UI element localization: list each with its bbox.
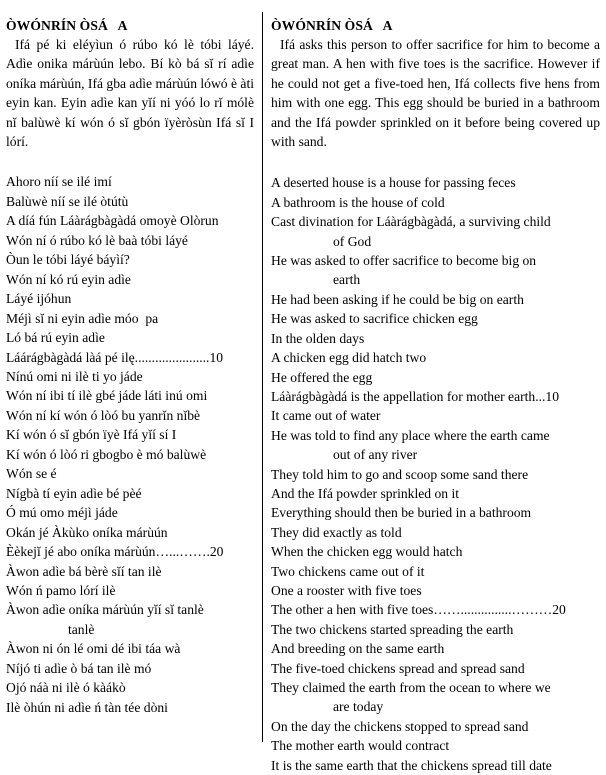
yoruba-chapter-title: ÒWÓNRÍN ÒSÁ A bbox=[6, 18, 128, 33]
verse-line: Wón se é bbox=[6, 466, 57, 482]
verse-line: The two chickens started spreading the earth bbox=[271, 621, 514, 637]
verse-line: Àwon adìe bá bèrè sĭí tan ilè bbox=[6, 563, 162, 579]
verse-line: Èèkejĭ jé abo oníka márùún…...…….20 bbox=[6, 544, 224, 560]
verse-line: He was asked to sacrifice chicken egg bbox=[271, 311, 478, 327]
verse-line: It came out of water bbox=[271, 408, 381, 424]
verse-line: They told him to go and scoop some sand there bbox=[271, 466, 529, 482]
verse-line: He was told to find any place where the earth came bbox=[271, 427, 550, 443]
verse-line: A díá fún Láàrágbàgàdá omoyè Olòrun bbox=[6, 213, 219, 229]
verse-line: Láàrágbàgàdá is the appellation for mother earth...10 bbox=[271, 388, 559, 404]
verse-line: Balùwè níí se ilé òtútù bbox=[6, 193, 129, 209]
verse-line: Wón ní kí wón ó lòó bu yanrĭn nĭbè bbox=[6, 407, 201, 423]
english-verse-list bbox=[271, 173, 600, 775]
verse-line: Láyé ijóhun bbox=[6, 291, 72, 307]
verse-line: The mother earth would contract bbox=[271, 738, 450, 754]
verse-line: Kí wón ó lòó ri gbogbo è mó balùwè bbox=[6, 446, 207, 462]
verse-line: Ojó náà ni ilè ó kàákò bbox=[6, 680, 126, 696]
verse-line: Nígbà tí eyin adìe bé pèé bbox=[6, 485, 142, 501]
verse-line: Okán jé Àkùko oníka márùún bbox=[6, 524, 168, 540]
verse-line: Méjì sĭ ni eyin adìe móo pa bbox=[6, 310, 159, 326]
verse-line: He had been asking if he could be big on earth bbox=[271, 291, 524, 307]
yoruba-verse-list bbox=[6, 172, 254, 717]
verse-line: Àwon ni ón lé omi dé ibi táa wà bbox=[6, 641, 181, 657]
verse-line: Wón ń pamo lórí ilè bbox=[6, 582, 116, 598]
yoruba-column bbox=[0, 0, 258, 717]
verse-line: A chicken egg did hatch two bbox=[271, 350, 427, 366]
verse-line: Òun le tóbi láyé báyìí? bbox=[6, 252, 130, 268]
verse-line: Wón ní ó rúbo kó lè baà tóbi láyé bbox=[6, 232, 188, 248]
verse-line: of God bbox=[333, 233, 372, 249]
verse-line: When the chicken egg would hatch bbox=[271, 544, 463, 560]
verse-line: Ló bá rú eyin adìe bbox=[6, 330, 105, 346]
verse-line: Àwon adìe oníka márùún yĭí sĭ tanlè bbox=[6, 602, 204, 618]
english-column bbox=[265, 0, 606, 775]
verse-line: In the olden days bbox=[271, 330, 365, 346]
verse-line: Wón ní kó rú eyin adìe bbox=[6, 271, 131, 287]
verse-line: Níjó ti adìe ò bá tan ilè mó bbox=[6, 660, 152, 676]
verse-line: tanlè bbox=[68, 621, 95, 637]
verse-line: Ilè òhún ni adìe ń tàn tée dòni bbox=[6, 699, 168, 715]
verse-line: Nínú omi ni ilè ti yo jáde bbox=[6, 368, 143, 384]
verse-line: They claimed the earth from the ocean to where we bbox=[271, 680, 551, 695]
yoruba-intro-paragraph: Ifá pé ki eléyìun ó rúbo kó lè tóbi láyé. Adìe onika márùún lebo. Bí kò bá sĭ rí adìe oníka márùún, Ifá gba adìe márùún lówó è àti eyin kan. Eyin adìe kan yĭí ni yóó lo rĭ mólè nĭ balùwè kí wón ó sĭ gbón ïyèròsùn Ifá sĭ I lórí. bbox=[6, 37, 254, 150]
verse-line: On the day the chickens stopped to spread sand bbox=[271, 718, 529, 734]
verse-line: Wón ní ibi tí ilè gbé jáde láti inú omi bbox=[6, 388, 208, 404]
verse-line: Everything should then be buried in a bathroom bbox=[271, 505, 532, 521]
verse-line: Cast divination for Láàrágbàgàdá, a surviving child bbox=[271, 214, 551, 230]
verse-line: out of any river bbox=[333, 447, 418, 463]
verse-line: He was asked to offer sacrifice to become big on bbox=[271, 253, 537, 269]
verse-line: He offered the egg bbox=[271, 369, 373, 385]
verse-line: The other a hen with five toes……...............………20 bbox=[271, 602, 566, 618]
verse-line: One a rooster with five toes bbox=[271, 582, 422, 598]
column-divider-rule bbox=[262, 12, 263, 742]
english-intro-paragraph: Ifá asks this person to offer sacrifice for him to become a great man. A hen with five toes is the sacrifice. However if he could not get a five-toed hen, Ifá collects five hens from him with one egg. This egg should be buried in a bathroom and the Ifá powder sprinkled on it before being covered up with sand. bbox=[271, 37, 600, 150]
verse-line: Two chickens came out of it bbox=[271, 563, 425, 579]
verse-line: Láárágbàgàdá làá pé ilę......................10 bbox=[6, 349, 224, 365]
verse-line: And the Ifá powder sprinkled on it bbox=[271, 485, 460, 501]
verse-line: Ó mú omo méjì jáde bbox=[6, 505, 118, 521]
english-chapter-title: ÒWÓNRÍN ÒSÁ A bbox=[271, 18, 393, 33]
verse-line: The five-toed chickens spread and spread sand bbox=[271, 660, 525, 676]
verse-line: A deserted house is a house for passing feces bbox=[271, 175, 516, 191]
verse-line: Ahoro níí se ilé imí bbox=[6, 174, 112, 190]
verse-line: They did exactly as told bbox=[271, 524, 402, 540]
verse-line: And breeding on the same earth bbox=[271, 641, 445, 657]
verse-line: earth bbox=[333, 272, 361, 288]
verse-line: are today bbox=[333, 699, 384, 715]
verse-line: It is the same earth that the chickens spread till date bbox=[271, 757, 552, 773]
verse-line: Kí wón ó sĭ gbón ïyè Ifá yĭí sí I bbox=[6, 427, 177, 443]
verse-line: A bathroom is the house of cold bbox=[271, 194, 445, 210]
